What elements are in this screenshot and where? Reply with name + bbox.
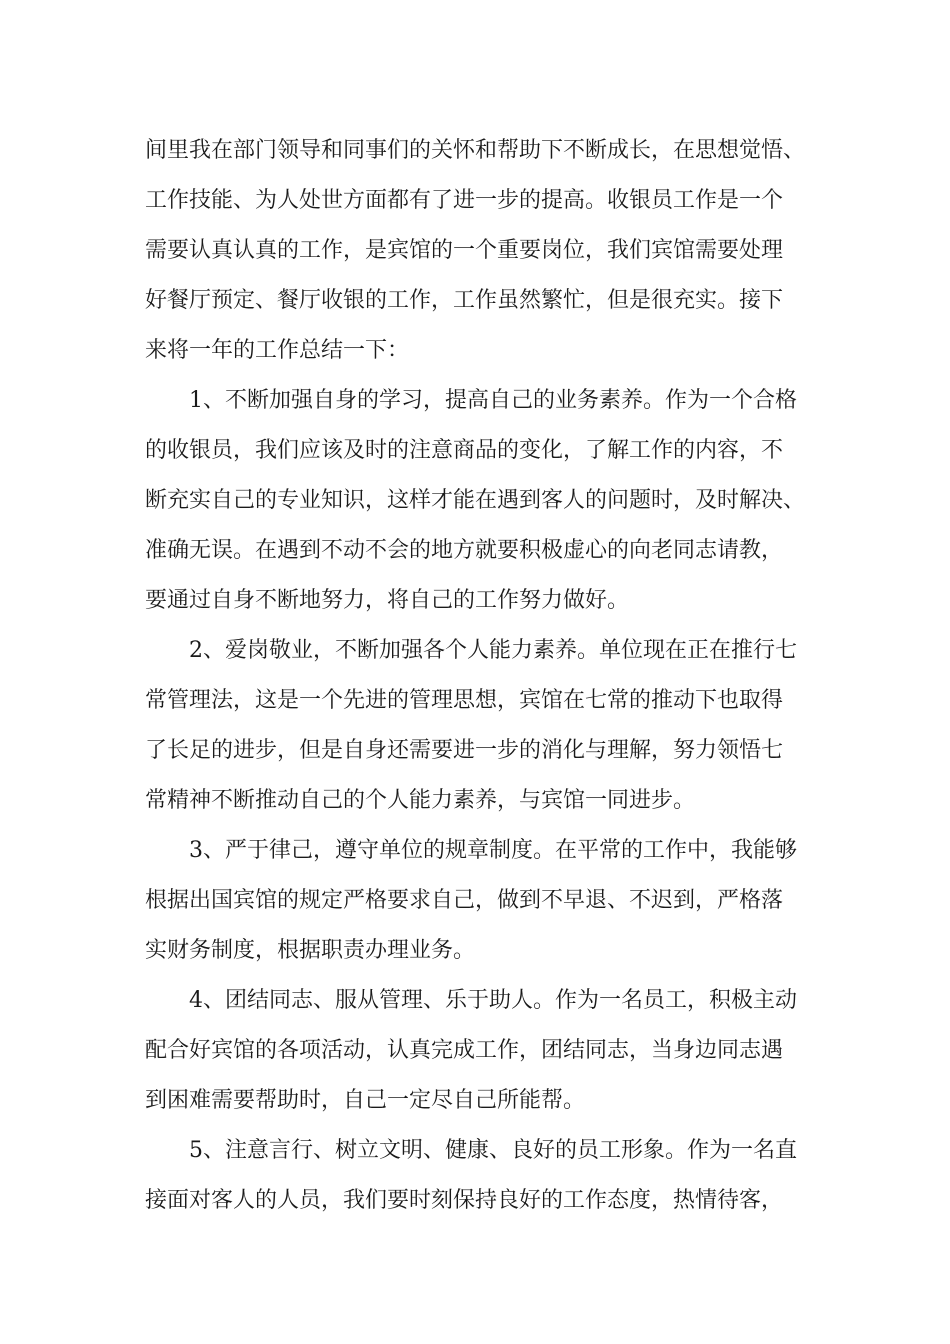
text-line: 需要认真认真的工作，是宾馆的一个重要岗位，我们宾馆需要处理 — [145, 238, 784, 263]
text-line: 常管理法，这是一个先进的管理思想，宾馆在七常的推动下也取得 — [145, 688, 784, 713]
text-line: 断充实自己的专业知识，这样才能在遇到客人的问题时，及时解决、 — [145, 488, 806, 513]
text-line: 准确无误。在遇到不动不会的地方就要积极虚心的向老同志请教， — [145, 538, 784, 563]
text-line: 了长足的进步，但是自身还需要进一步的消化与理解，努力领悟七 — [145, 738, 784, 763]
text-line: 实财务制度，根据职责办理业务。 — [145, 938, 476, 963]
text-line: 好餐厅预定、餐厅收银的工作，工作虽然繁忙，但是很充实。接下 — [145, 288, 784, 313]
paragraph-5-first-line: 5、注意言行、树立文明、健康、良好的员工形象。作为一名直 — [189, 1138, 797, 1163]
text-line: 来将一年的工作总结一下： — [145, 338, 410, 363]
text-line: 要通过自身不断地努力，将自己的工作努力做好。 — [145, 588, 630, 613]
paragraph-1-first-line: 1、不断加强自身的学习，提高自己的业务素养。作为一个合格 — [189, 388, 797, 413]
text-line: 工作技能、为人处世方面都有了进一步的提高。收银员工作是一个 — [145, 188, 784, 213]
text-line: 根据出国宾馆的规定严格要求自己，做到不早退、不迟到，严格落 — [145, 888, 784, 913]
paragraph-4-first-line: 4、团结同志、服从管理、乐于助人。作为一名员工，积极主动 — [189, 988, 797, 1013]
text-line: 的收银员，我们应该及时的注意商品的变化，了解工作的内容，不 — [145, 438, 784, 463]
paragraph-3-first-line: 3、严于律己，遵守单位的规章制度。在平常的工作中，我能够 — [189, 838, 797, 863]
text-line: 到困难需要帮助时，自己一定尽自己所能帮。 — [145, 1088, 586, 1113]
paragraph-2-first-line: 2、爱岗敬业，不断加强各个人能力素养。单位现在正在推行七 — [189, 638, 797, 663]
text-line: 接面对客人的人员，我们要时刻保持良好的工作态度，热情待客， — [145, 1188, 784, 1213]
text-line: 常精神不断推动自己的个人能力素养，与宾馆一同进步。 — [145, 788, 696, 813]
text-line: 配合好宾馆的各项活动，认真完成工作，团结同志，当身边同志遇 — [145, 1038, 784, 1063]
text-line: 间里我在部门领导和同事们的关怀和帮助下不断成长，在思想觉悟、 — [145, 138, 806, 163]
